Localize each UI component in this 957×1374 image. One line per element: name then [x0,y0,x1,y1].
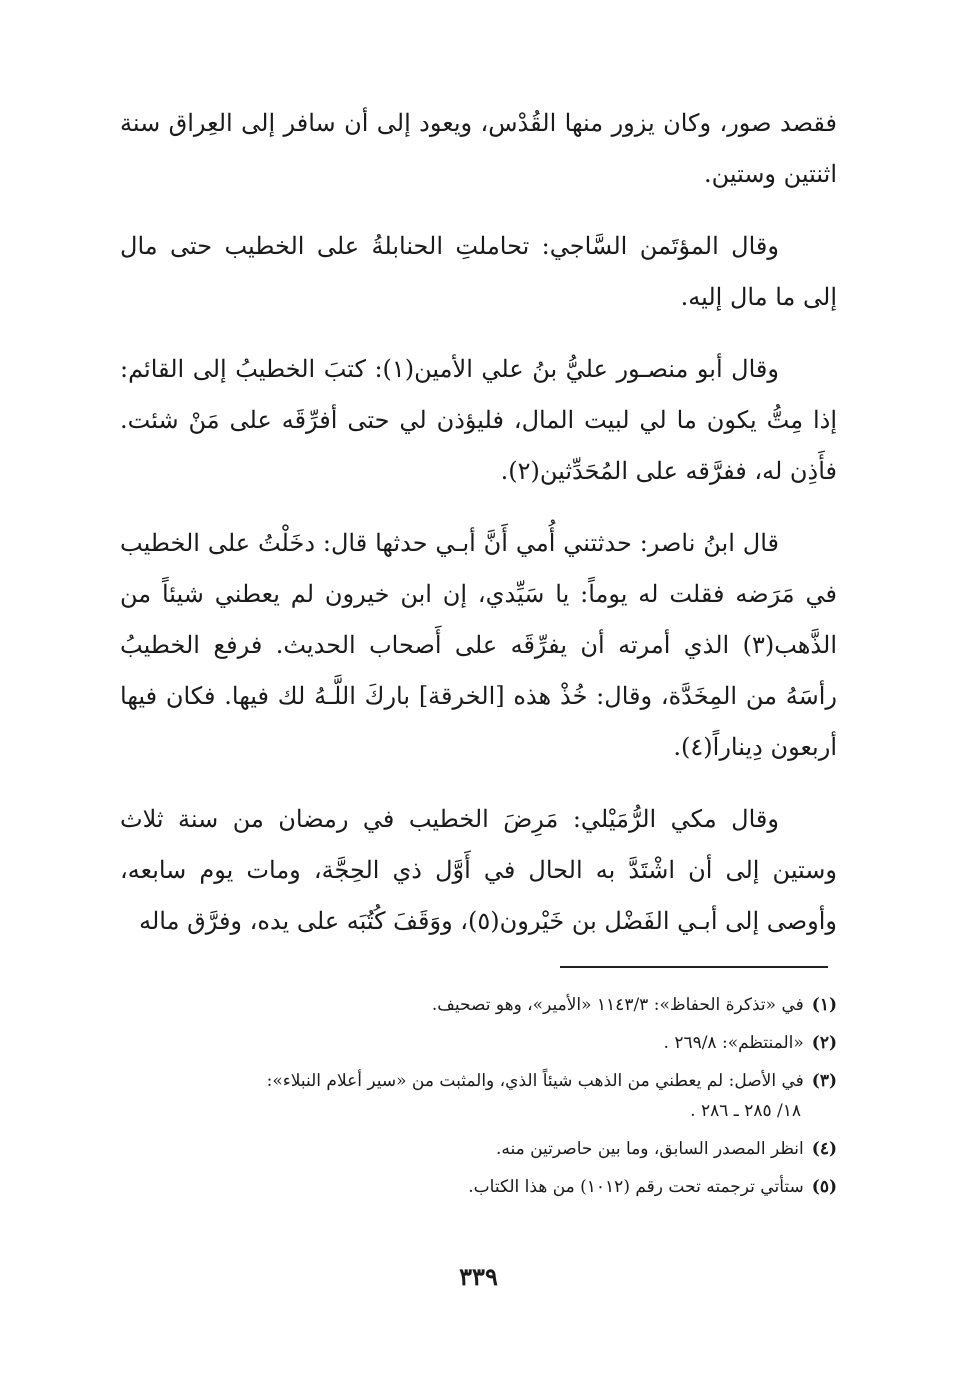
paragraph-2: وقال المؤتَمن السَّاجي: تحاملتِ الحنابلةُ على الخطيب حتى مال إلى ما مال إليه. [120,232,837,311]
footnote-4 [120,1134,837,1164]
paragraph-1: فقصد صور، وكان يزور منها القُدْس، ويعود إلى أن سافر إلى العِراق سنة اثنتين وستين. [120,109,837,188]
footnote-number: (٣) [811,1071,837,1091]
footnote-text: في الأصل: لم يعطني من الذهب شيئاً الذي، والمثبت من «سير أعلام النبلاء»: [266,1071,804,1091]
footnote-1 [120,990,837,1020]
footnote-text: «المنتظم»: ٢٦٩/٨ . [663,1033,804,1053]
footnotes [120,990,837,1210]
footnote-2 [120,1028,837,1058]
paragraph-4: قال ابنُ ناصر: حدثتني أُمي أَنَّ أبـي حدثها قال: دخَلْتُ على الخطيب في مَرَضه فقلت له يوماً: يا سَيِّدي، إن ابن خيرون لم يعطني شيئاً من الذَّهب(٣) الذي أمرته أن يفرِّقَه على أَصحاب الحديث. فرفع الخطيبُ رأسَهُ من المِخَدَّة، وقال: خُذْ هذه [الخرقة] باركَ اللَّـهُ لك فيها. فكان فيها أربعون دِيناراً(٤). [120,529,838,761]
paragraph-5: وقال مكي الرُّمَيْلي: مَرِضَ الخطيب في رمضان من سنة ثلاث وستين إلى أن اشْتَدَّ به الحال في أَوَّل ذي الحِجَّة، ومات يوم سابعه، وأوصى إلى أبـي الفَضْل بن خَيْرون(٥)، ووَقَفَ كُتُبَه على يده، وفرَّق ماله [120,805,837,935]
footnote-number: (٥) [811,1177,837,1197]
footnote-continuation: ١٨/ ٢٨٥ ـ ٢٨٦ . [690,1101,801,1121]
footnote-5 [120,1172,837,1202]
footnote-3 [120,1066,837,1126]
footnote-divider [560,966,828,968]
footnote-text: ستأتي ترجمته تحت رقم (١٠١٢) من هذا الكتاب. [468,1177,804,1197]
footnote-number: (١) [811,995,837,1015]
paragraph-3: وقال أبو منصـور عليُّ بنُ علي الأمين(١): كتبَ الخطيبُ إلى القائم: إذا مِتُّ يكون ما لي لبيت المال، فليؤذن لي حتى أفرِّقَه على مَنْ شئت. فأَذِن له، ففرَّقه على المُحَدِّثين(٢). [120,355,837,485]
main-text [120,98,837,968]
page-number: ٣٣٩ [459,1262,498,1291]
footnote-text: في «تذكرة الحفاظ»: ١١٤٣/٣ «الأمير»، وهو تصحيف. [431,995,804,1015]
footnote-number: (٤) [811,1139,837,1159]
footnote-text: انظر المصدر السابق، وما بين حاصرتين منه. [495,1139,804,1159]
footnote-number: (٢) [811,1033,837,1053]
